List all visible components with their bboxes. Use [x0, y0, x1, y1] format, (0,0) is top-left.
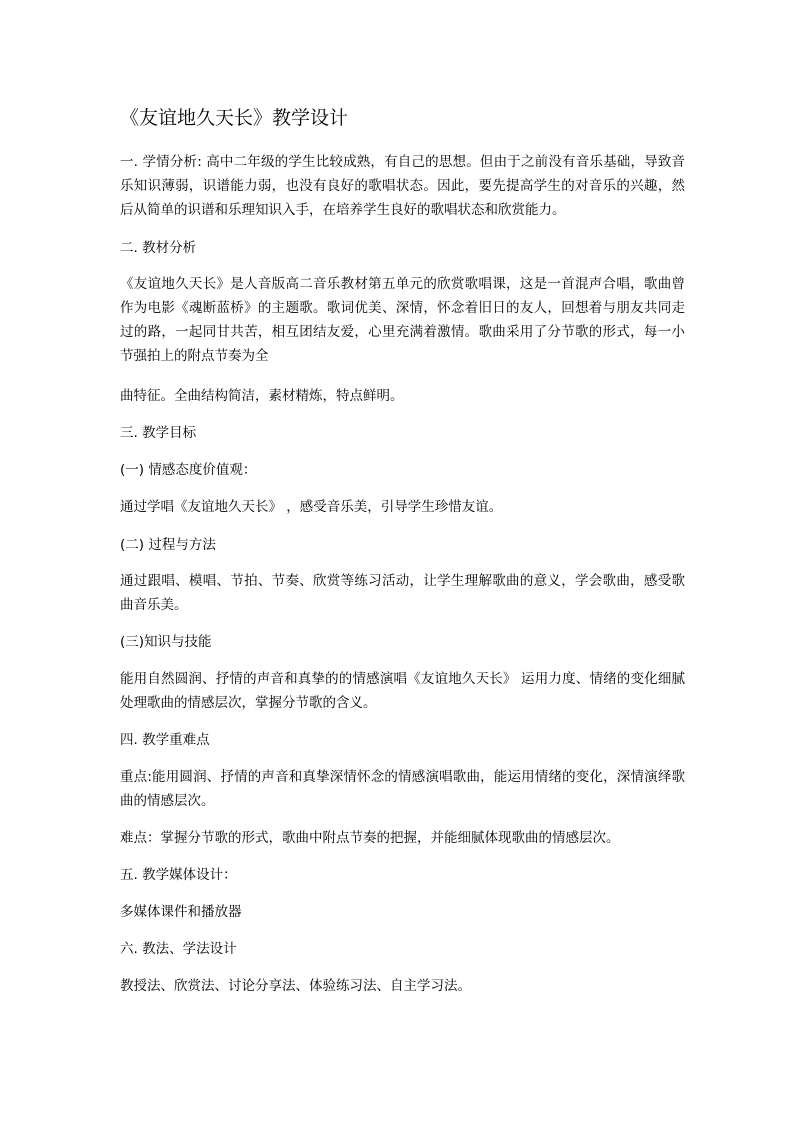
section4-key-point: 重点:能用圆润、抒情的声音和真挚深情怀念的情感演唱歌曲，能运用情绪的变化，深情演绎歌曲的情感层次。	[120, 769, 685, 809]
section2-paragraph-1: 《友谊地久天长》是人音版高二音乐教材第五单元的欣赏歌唱课，这是一首混声合唱，歌曲曾作为电影《魂断蓝桥》的主题歌。歌词优美、深情，怀念着旧日的友人，回想着与朋友共同走过的路，一起同甘共苦，相互团结友爱，心里充满着激情。歌曲采用了分节歌的形式，每一小节强拍上的附点节奏为全	[120, 276, 685, 364]
section3-sub3-text: 能用自然圆润、抒情的声音和真挚的的情感演唱《友谊地久天长》 运用力度、情绪的变化细腻处理歌曲的情感层次，掌握分节歌的含义。	[120, 671, 685, 711]
section5-heading: 五. 教学媒体设计：	[120, 867, 237, 883]
section2-paragraph-2: 曲特征。全曲结构简洁，素材精炼，特点鲜明。	[120, 388, 404, 404]
section3-sub1-heading: (一) 情感态度价值观：	[120, 462, 257, 478]
section5-text: 多媒体课件和播放器	[120, 904, 242, 920]
section6-heading: 六. 教法、学法设计	[120, 941, 237, 957]
section1-paragraph: 一. 学情分析: 高中二年级的学生比较成熟，有自己的思想。但由于之前没有音乐基础，导致音乐知识薄弱，识谱能力弱，也没有良好的歌唱状态。因此，要先提高学生的对音乐的兴趣，然后从简单的识谱和乐理知识入手，在培养学生良好的歌唱状态和欣赏能力。	[120, 154, 685, 218]
section4-heading: 四. 教学重难点	[120, 732, 210, 748]
section4-difficulty: 难点：掌握分节歌的形式，歌曲中附点节奏的把握，并能细腻体现歌曲的情感层次。	[120, 830, 620, 846]
section3-sub3-heading: (三)知识与技能	[120, 634, 212, 650]
section3-heading: 三. 教学目标	[120, 425, 197, 441]
section6-text: 教授法、欣赏法、讨论分享法、体验练习法、自主学习法。	[120, 978, 471, 994]
section3-sub1-text: 通过学唱《友谊地久天长》 ，感受音乐美，引导学生珍惜友谊。	[120, 499, 503, 515]
document-title: 《友谊地久天长》教学设计	[120, 107, 349, 129]
section3-sub2-heading: (二) 过程与方法	[120, 537, 216, 553]
section3-sub2-text: 通过跟唱、模唱、节拍、节奏、欣赏等练习活动，让学生理解歌曲的意义，学会歌曲，感受歌曲音乐美。	[120, 573, 685, 613]
section2-heading: 二. 教材分析	[120, 240, 197, 256]
